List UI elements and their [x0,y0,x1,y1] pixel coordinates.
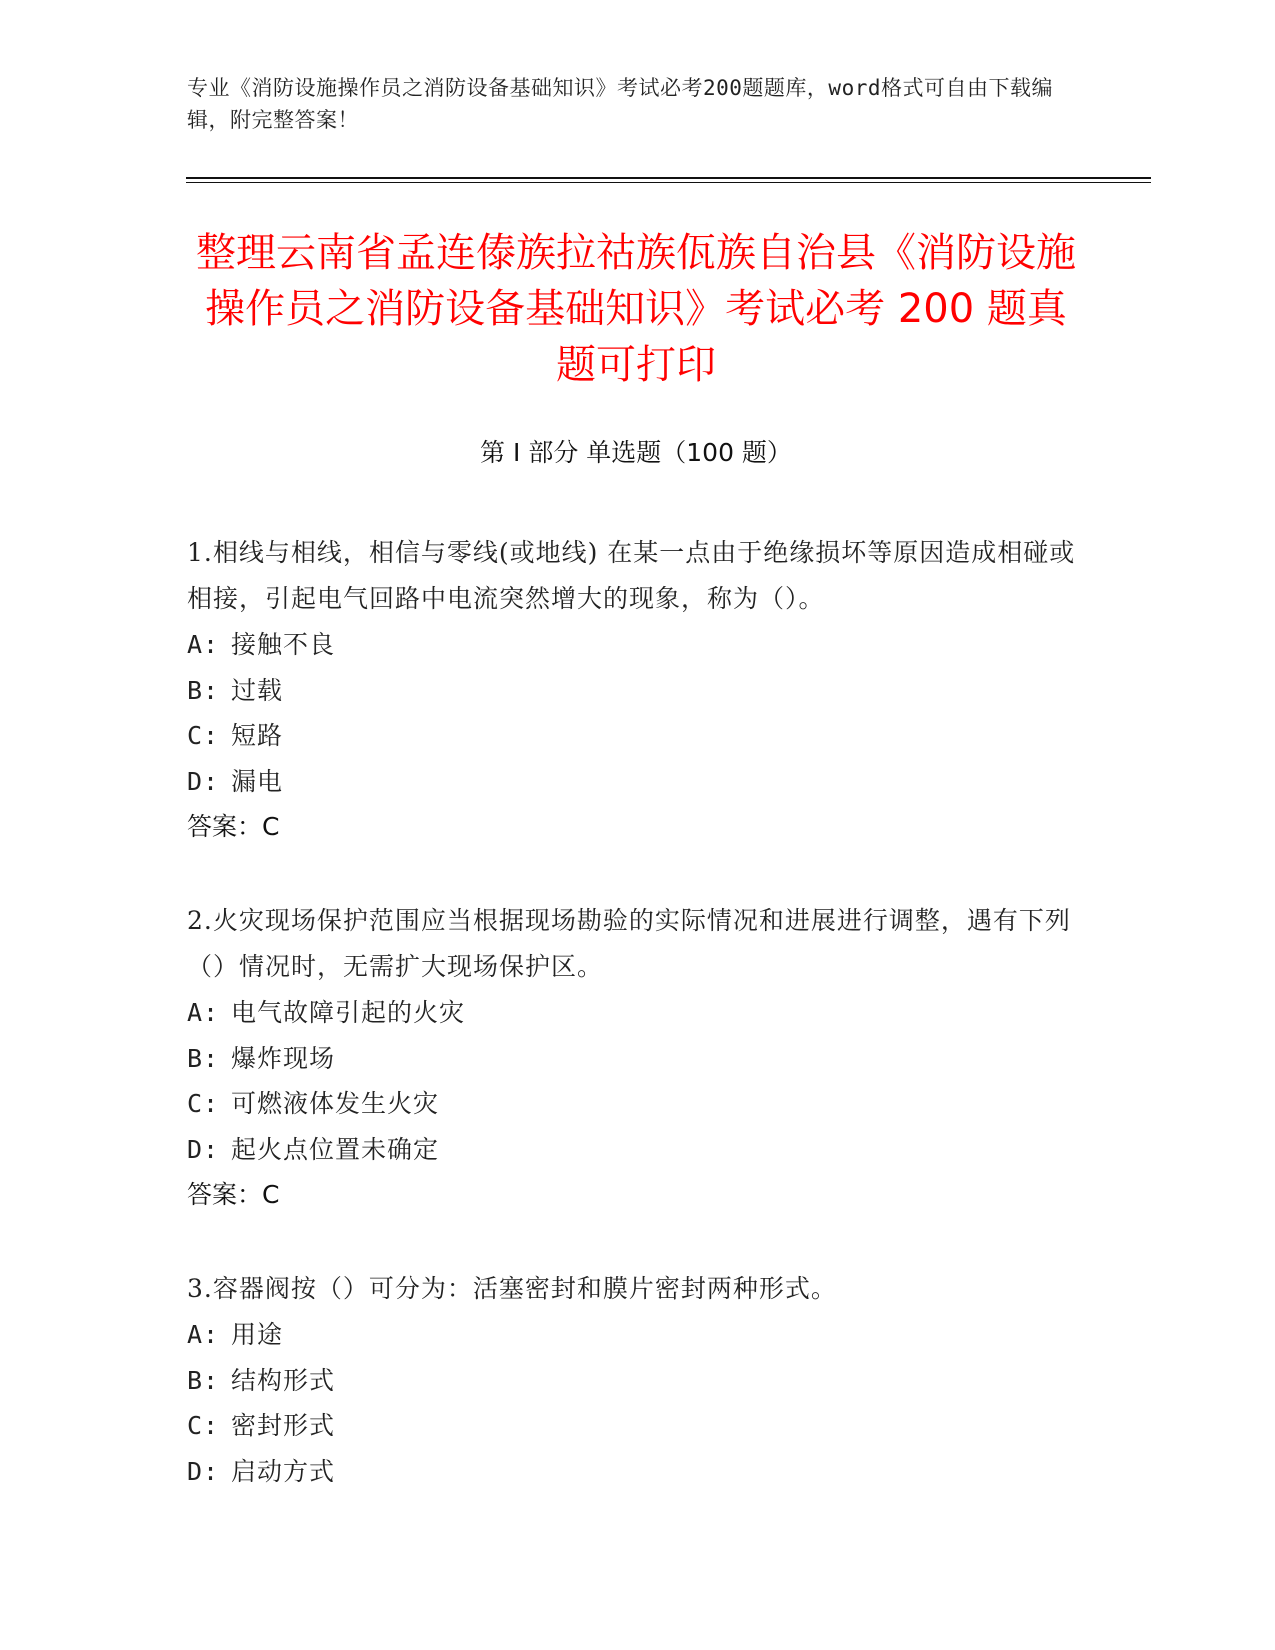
option-b [187,1036,1077,1082]
option-text: 过载 [231,675,284,705]
option-c [187,713,1077,759]
option-d [187,1449,1077,1495]
option-c [187,1081,1077,1127]
answer-value: C [262,812,280,841]
option-letter: C: [187,1089,220,1118]
answer-value: C [262,1180,280,1209]
header-divider-thick [186,177,1151,179]
header-divider-thin [186,182,1151,183]
option-c [187,1403,1077,1449]
option-text: 漏电 [231,766,284,796]
option-d [187,1127,1077,1173]
option-letter: D: [187,1134,220,1164]
option-letter: A: [187,630,220,659]
option-text: 可燃液体发生火灾 [231,1089,440,1118]
question-text: 3.容器阀按（）可分为：活塞密封和膜片密封两种形式。 [187,1274,837,1303]
question-text: 2.火灾现场保护范围应当根据现场勘验的实际情况和进展进行调整，遇有下列（）情况时，无需扩大现场保护区。 [187,906,1071,981]
option-b [187,1358,1077,1404]
option-letter: C: [187,1411,220,1440]
section-title: 第 I 部分 单选题（100 题） [480,438,792,467]
option-text: 密封形式 [231,1411,336,1440]
question-list [187,530,1077,1542]
option-text: 起火点位置未确定 [231,1134,440,1164]
answer-line [187,1172,1077,1218]
answer-label: 答案： [187,1180,263,1209]
option-letter: B: [187,1043,220,1073]
option-letter: B: [187,1365,220,1395]
option-text: 启动方式 [231,1456,336,1486]
header-note: 专业《消防设施操作员之消防设备基础知识》考试必考200题题库，word格式可自由下载编辑，附完整答案！ [187,76,1053,132]
document-title: 整理云南省孟连傣族拉祜族佤族自治县《消防设施操作员之消防设备基础知识》考试必考 200 题真题可打印 [196,230,1076,388]
option-letter: D: [187,766,220,796]
option-text: 结构形式 [231,1365,336,1395]
option-d [187,759,1077,805]
option-a [187,990,1077,1036]
option-a [187,1312,1077,1358]
option-text: 电气故障引起的火灾 [231,998,466,1027]
option-text: 爆炸现场 [231,1043,336,1073]
question-1 [187,530,1077,850]
question-2 [187,898,1077,1218]
option-text: 短路 [231,721,284,750]
question-text: 1.相线与相线，相信与零线(或地线) 在某一点由于绝缘损坏等原因造成相碰或相接，引起电气回路中电流突然增大的现象，称为（）。 [187,538,1076,613]
answer-label: 答案： [187,812,263,841]
option-letter: A: [187,998,220,1027]
question-3 [187,1266,1077,1494]
option-text: 接触不良 [231,630,336,659]
option-b [187,668,1077,714]
option-a [187,622,1077,668]
option-letter: D: [187,1456,220,1486]
option-letter: B: [187,675,220,705]
option-text: 用途 [231,1320,284,1349]
answer-line [187,804,1077,850]
option-letter: A: [187,1320,220,1349]
option-letter: C: [187,721,220,750]
